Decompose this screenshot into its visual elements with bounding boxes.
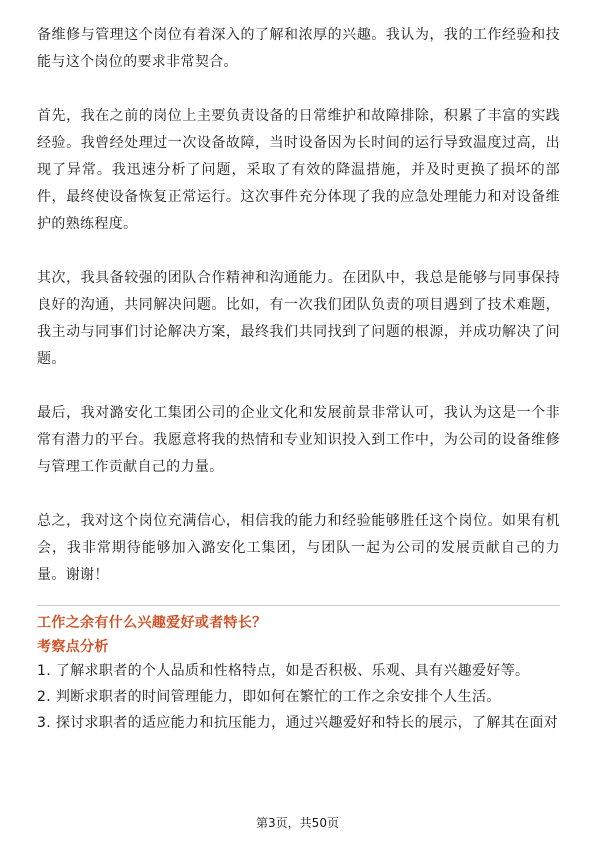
- analysis-point: 1. 了解求职者的个人品质和性格特点，如是否积极、乐观、具有兴趣爱好等。: [37, 663, 530, 679]
- paragraph-gap: [37, 238, 560, 265]
- paragraph-gap: [37, 481, 560, 508]
- paragraph-second: 其次，我具备较强的团队合作精神和沟通能力。在团队中，我总是能够与同事保持良好的沟通，共同解决问题。比如，有一次我们团队负责的项目遇到了技术难题，我主动与同事们讨论解决方案，最终我们共同找到了问题的根源，并成功解决了问题。: [37, 270, 560, 367]
- analysis-point: 2. 判断求职者的时间管理能力，即如何在繁忙的工作之余安排个人生活。: [37, 689, 501, 705]
- analysis-heading: 考察点分析: [37, 639, 109, 655]
- paragraph-first: 首先，我在之前的岗位上主要负责设备的日常维护和故障排除，积累了丰富的实践经验。我曾经处理过一次设备故障，当时设备因为长时间的运行导致温度过高，出现了异常。我迅速分析了问题，采取了有效的降温措施，并及时更换了损坏的部件，最终使设备恢复正常运行。这次事件充分体现了我的应急处理能力和对设备维护的熟练程度。: [37, 108, 560, 232]
- paragraph-third: 最后，我对潞安化工集团公司的企业文化和发展前景非常认可，我认为这是一个非常有潜力的平台。我愿意将我的热情和专业知识投入到工作中，为公司的设备维修与管理工作贡献自己的力量。: [37, 405, 560, 475]
- paragraph-gap: [37, 76, 560, 103]
- document-page: [37, 22, 560, 736]
- question-heading: 工作之余有什么兴趣爱好或者特长？: [37, 615, 267, 631]
- paragraph-gap: [37, 373, 560, 400]
- paragraph-intro: 备维修与管理这个岗位有着深入的了解和浓厚的兴趣。我认为，我的工作经验和技能与这个岗位的要求非常契合。: [37, 27, 560, 70]
- page-number-footer: 第3页，共50页: [256, 816, 339, 830]
- section-divider: [37, 605, 560, 606]
- paragraph-conclusion: 总之，我对这个岗位充满信心，相信我的能力和经验能够胜任这个岗位。如果有机会，我非常期待能够加入潞安化工集团，与团队一起为公司的发展贡献自己的力量。谢谢！: [37, 513, 560, 583]
- analysis-point: 3. 探讨求职者的适应能力和抗压能力，通过兴趣爱好和特长的展示，了解其在面对: [37, 715, 559, 731]
